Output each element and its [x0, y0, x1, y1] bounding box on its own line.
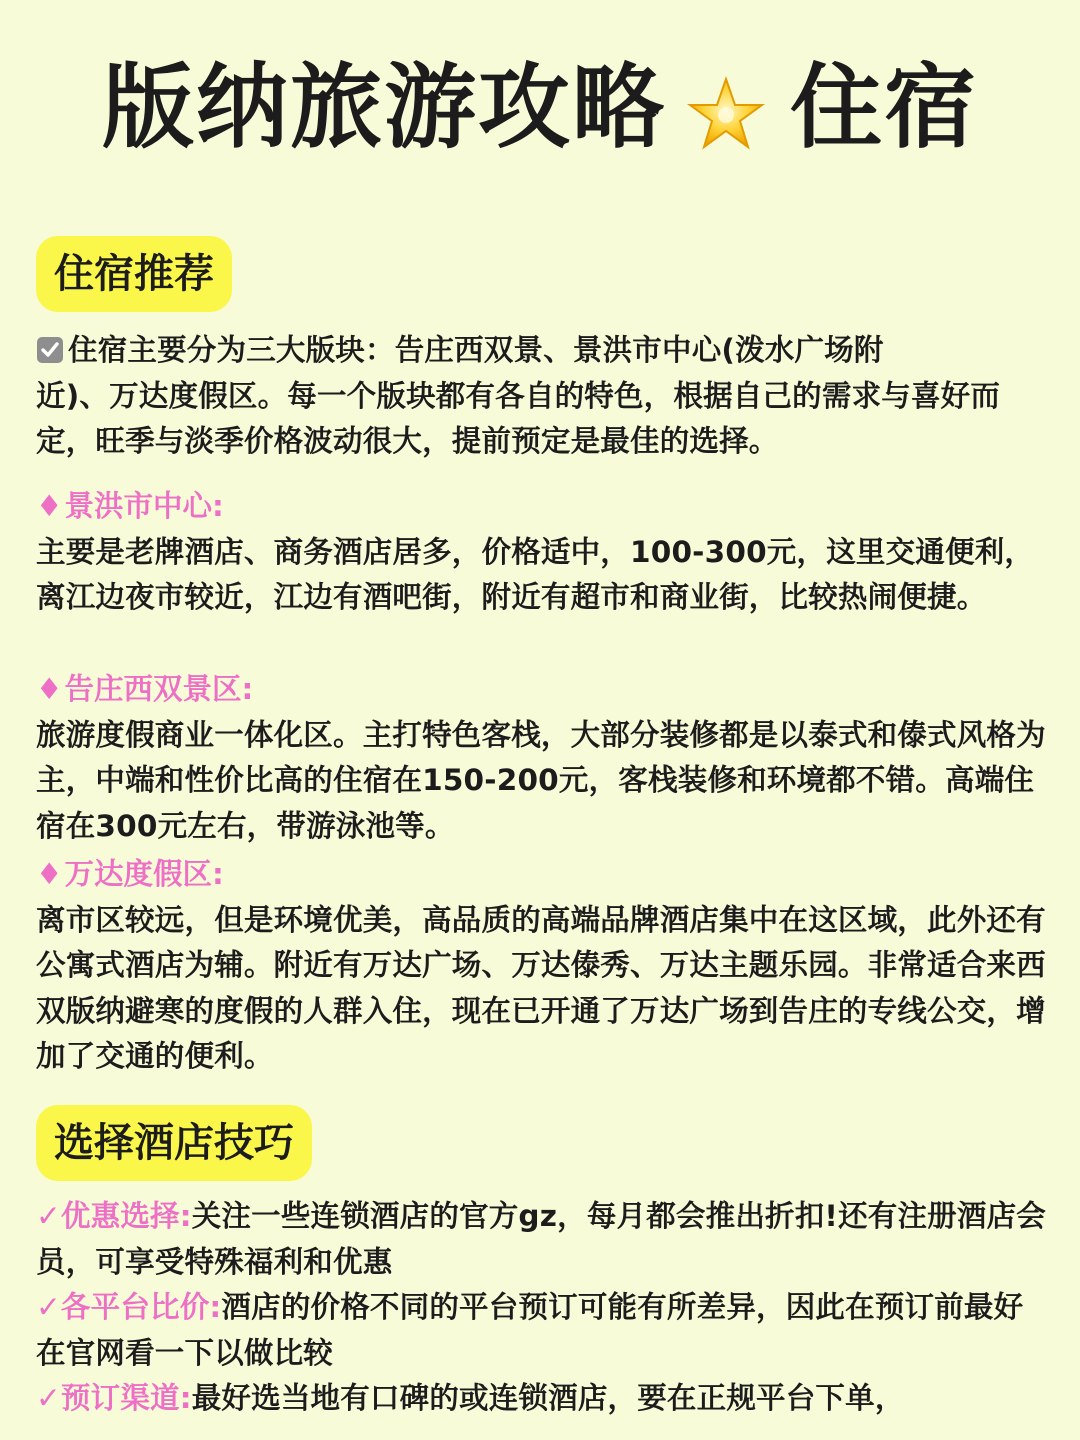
- checkbox-icon: [36, 332, 64, 360]
- intro-paragraph: [36, 328, 1048, 465]
- area-description: 主要是老牌酒店、商务酒店居多，价格适中，100-300元，这里交通便利，离江边夜市较近，江边有酒吧街，附近有超市和商业街，比较热闹便捷。: [36, 534, 1035, 615]
- title-left: 版纳旅游攻略: [101, 54, 666, 161]
- tip-item: [36, 1285, 1048, 1376]
- tip-label: 各平台比价:: [60, 1290, 222, 1325]
- check-icon: ✓: [36, 1199, 61, 1233]
- tip-text: 酒店的价格不同的平台预订可能有所差异，因此在预订前最好在官网看一下以做比较: [36, 1290, 1024, 1370]
- area-name: 景洪市中心:: [64, 489, 224, 523]
- area-name: 告庄西双景区:: [64, 672, 254, 706]
- tip-text: 最好选当地有口碑的或连锁酒店，要在正规平台下单，: [191, 1381, 905, 1416]
- area-jinghong-center: [36, 484, 1048, 621]
- diamond-bullet-icon: ♦: [36, 672, 63, 706]
- area-heading: [36, 852, 1048, 898]
- tip-label: 优惠选择:: [60, 1199, 192, 1233]
- area-gaozhuang: [36, 667, 1048, 849]
- area-heading: [36, 667, 1048, 713]
- diamond-bullet-icon: ♦: [36, 857, 63, 891]
- diamond-bullet-icon: ♦: [36, 489, 63, 523]
- tip-item: [36, 1194, 1048, 1285]
- title-right: 住宿: [790, 54, 979, 161]
- tip-item: [36, 1376, 1048, 1422]
- area-heading: [36, 484, 1048, 530]
- sparkle-star-icon: [684, 66, 768, 150]
- tips-list: [36, 1194, 1048, 1422]
- area-wanda-resort: [36, 852, 1048, 1080]
- intro-rest: 近)、万达度假区。每一个版块都有各自的特色，根据自己的需求与喜好而定，旺季与淡季价格波动很大，提前预定是最佳的选择。: [36, 378, 1001, 459]
- area-name: 万达度假区:: [64, 857, 224, 891]
- area-description: 离市区较远，但是环境优美，高品质的高端品牌酒店集中在这区域，此外还有公寓式酒店为辅。附近有万达广场、万达傣秀、万达主题乐园。非常适合来西双版纳避寒的度假的人群入住，现在已开通了万达广场到告庄的专线公交，增加了交通的便利。: [36, 902, 1046, 1074]
- section-heading-tips: 选择酒店技巧: [36, 1105, 312, 1181]
- tip-text: 关注一些连锁酒店的官方gz，每月都会推出折扣!还有注册酒店会员，可享受特殊福利和优惠: [36, 1199, 1046, 1279]
- check-icon: ✓: [36, 1381, 61, 1416]
- page-title: [0, 48, 1080, 168]
- area-description: 旅游度假商业一体化区。主打特色客栈，大部分装修都是以泰式和傣式风格为主，中端和性价比高的住宿在150-200元，客栈装修和环境都不错。高端住宿在300元左右，带游泳池等。: [36, 717, 1046, 843]
- section-heading-recommend: 住宿推荐: [36, 236, 232, 312]
- tip-label: 预订渠道:: [60, 1381, 192, 1416]
- intro-line1: 住宿主要分为三大版块：告庄西双景、景洪市中心(泼水广场附: [68, 333, 884, 367]
- check-icon: ✓: [36, 1290, 61, 1325]
